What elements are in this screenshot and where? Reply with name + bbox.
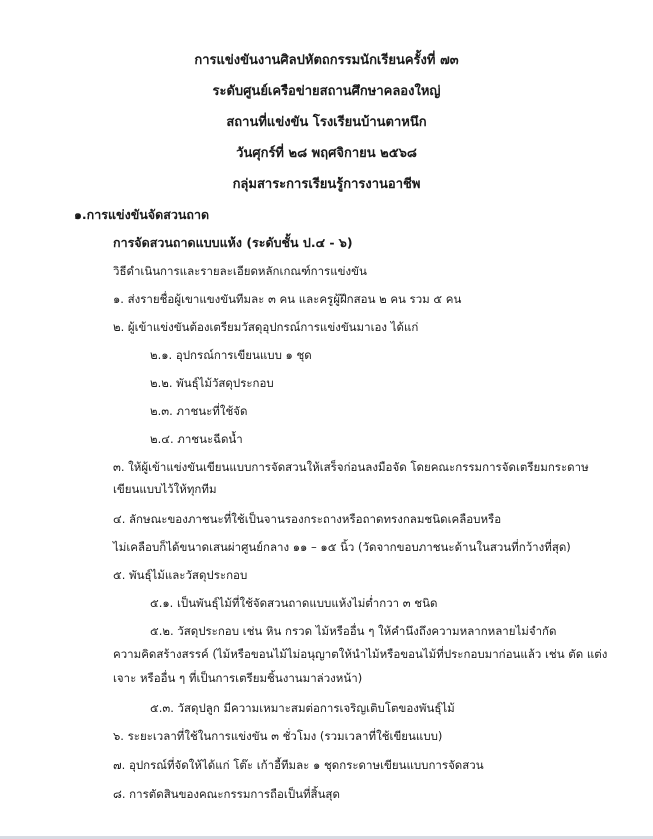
criteria-intro: วิธีดำเนินการและรายละเอียดหลักเกณฑ์การแข่งขัน	[113, 264, 367, 278]
rule-item-8: ๘. การตัดสินของคณะกรรมการถือเป็นที่สิ้นสุด	[113, 787, 340, 801]
rule-item-4-line2: ไม่เคลือบก็ได้ขนาดเสนผ่าศูนย์กลาง ๑๑ – ๑๕ นิ้ว (วัดจากขอบภาชนะด้านในสวนที่กว้างที่สุด)	[113, 540, 571, 554]
section-heading: ๑.การแข่งขันจัดสวนถาด	[74, 207, 210, 222]
rule-item-6: ๖. ระยะเวลาที่ใช้ในการแข่งขัน ๓ ชั่วโมง (รวมเวลาที่ใช้เขียนแบบ)	[113, 729, 443, 743]
rule-item-5-1: ๕.๑. เป็นพันธุ์ไม้ที่ใช้จัดสวนถาดแบบแห้งไม่ต่ำกวา ๓ ชนิด	[150, 596, 438, 610]
rule-item-3-line1: ๓. ให้ผู้เข้าแข่งขันเขียนแบบการจัดสวนให้เสร็จก่อนลงมือจัด โดยคณะกรรมการจัดเตรียมกระดาษ	[113, 460, 589, 474]
section-subheading: การจัดสวนถาดแบบแห้ง (ระดับชั้น ป.๔ - ๖)	[113, 235, 353, 250]
rule-item-7: ๗. อุปกรณ์ที่จัดให้ได้แก่ โต๊ะ เก้าอี้ทีมละ ๑ ชุดกระดาษเขียนแบบการจัดสวน	[113, 758, 484, 772]
doc-title-competition: การแข่งขันงานศิลปหัตถกรรมนักเรียนครั้งที่ ๗๓	[194, 53, 459, 68]
doc-title-subject-group: กลุ่มสาระการเรียนรู้การงานอาชีพ	[232, 177, 421, 192]
rule-item-1: ๑. ส่งรายชื่อผู้เขาแขงขันทีมละ ๓ คน และครูผู้ฝึกสอน ๒ คน รวม ๕ คน	[113, 292, 462, 306]
doc-title-date: วันศุกร์ที่ ๒๘ พฤศจิกายน ๒๕๖๘	[236, 146, 417, 161]
rule-item-2-3: ๒.๓. ภาชนะที่ใช้จัด	[150, 404, 248, 418]
rule-item-2-2: ๒.๒. พันธุ์ไม้วัสดุประกอบ	[150, 376, 274, 390]
doc-title-venue: สถานที่แข่งขัน โรงเรียนบ้านตาหนึก	[226, 115, 427, 130]
rule-item-2-1: ๒.๑. อุปกรณ์การเขียนแบบ ๑ ชุด	[150, 348, 312, 362]
rule-item-2: ๒. ผู้เข้าแข่งขันต้องเตรียมวัสดุอุปกรณ์การแข่งขันมาเอง ได้แก่	[113, 320, 419, 334]
rule-item-5: ๕. พันธุ์ไม้และวัสดุประกอบ	[113, 568, 248, 582]
rule-item-2-4: ๒.๔. ภาชนะฉีดน้ำ	[150, 432, 243, 446]
rule-item-5-3: ๕.๓. วัสดุปลูก มีความเหมาะสมต่อการเจริญเติบโตของพันธุ์ไม้	[150, 701, 455, 715]
doc-title-network: ระดับศูนย์เครือข่ายสถานศึกษาคลองใหญ่	[212, 84, 441, 99]
rule-item-4-line1: ๔. ลักษณะของภาชนะที่ใช้เป็นจานรองกระถางหรือถาดทรงกลมชนิดเคลือบหรือ	[113, 512, 502, 526]
rule-item-5-2-line2: ความคิดสร้างสรรค์ (ไม้หรือขอนไม้ไม่อนุญาตให้นำไม้หรือขอนไม้ที่ประกอบมาก่อนแล้ว เช่น ตัด แต่ง	[113, 647, 608, 661]
rule-item-3-line2: เขียนแบบไว้ให้ทุกทีม	[113, 482, 217, 496]
rule-item-5-2-line3: เจาะ หรืออื่น ๆ ที่เป็นการเตรียมชิ้นงานมาล่วงหน้า)	[113, 671, 363, 685]
rule-item-5-2-line1: ๕.๒. วัสดุประกอบ เช่น หิน กรวด ไม้หรืออื่น ๆ ให้คำนึงถึงความหลากหลายไม่จำกัด	[150, 624, 557, 638]
